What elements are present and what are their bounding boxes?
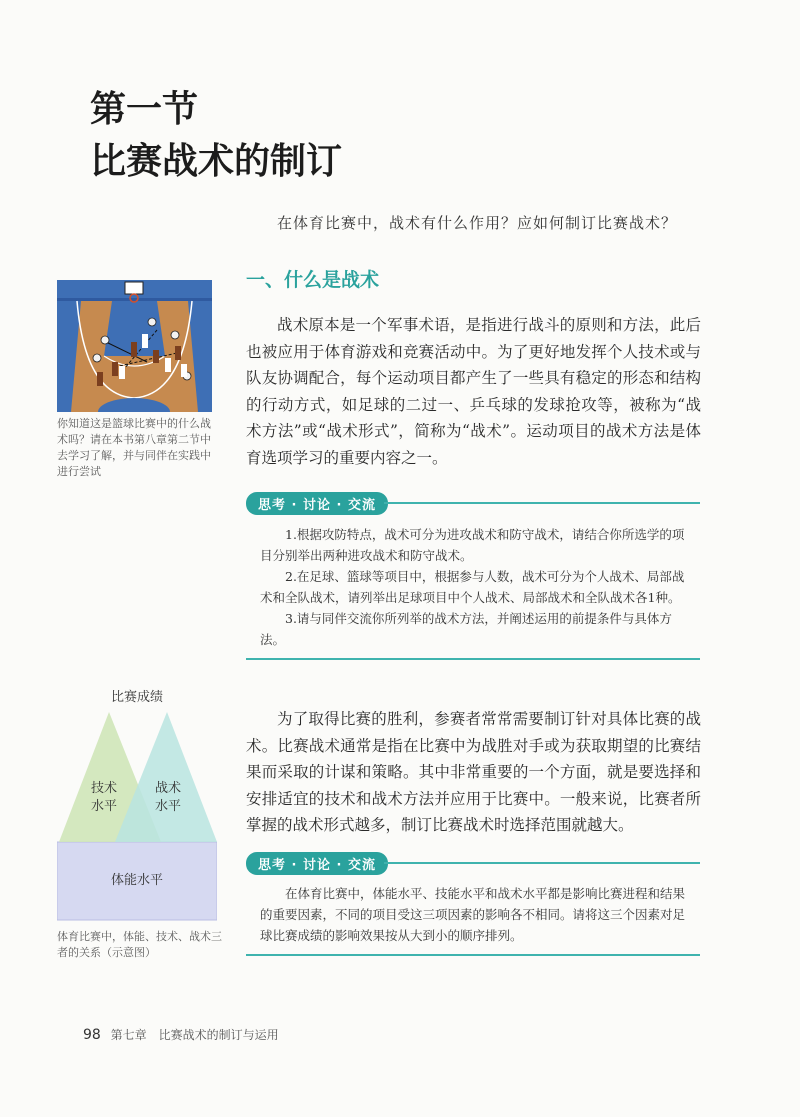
photo-caption: 你知道这是篮球比赛中的什么战术吗？请在本书第八章第二节中去学习了解，并与同伴在实践中进行尝试 — [57, 417, 211, 478]
diagram-title: 比赛成绩 — [110, 690, 163, 705]
chapter-title: 第七章 比赛战术的制订与运用 — [110, 1028, 279, 1042]
tactic-label: 战术 水平 — [154, 781, 181, 814]
technique-label: 技术 水平 — [90, 781, 117, 814]
paragraph-match-tactic: 为了取得比赛的胜利，参赛者常常需要制订针对具体比赛的战术。比赛战术通常是指在比赛中为战胜对手或为获取期望的比赛结果而采取的计谋和策略。其中非常重要的一个方面，就是要选择和安排适宜的技术和战术方法并应用于比赛中。一般来说，比赛者所掌握的战术形式越多，制订比赛战术时选择范围就越大。 — [246, 710, 701, 834]
discussion-box-1 — [246, 492, 700, 660]
discussion-item: 2.在足球、篮球等项目中，根据参与人数，战术可分为个人战术、局部战术和全队战术，请列举出足球项目中个人战术、局部战术和全队战术各1种。 — [260, 569, 685, 605]
discussion-item: 1.根据攻防特点，战术可分为进攻战术和防守战术，请结合你所选学的项目分别举出两种进攻战术和防守战术。 — [260, 527, 685, 563]
discussion-box-2 — [246, 852, 700, 956]
section-number: 第一节 — [90, 88, 199, 130]
discussion-text: 在体育比赛中，体能水平、技能水平和战术水平都是影响比赛进程和结果的重要因素，不同的项目受这三项因素的影响各不相同。请将这三个因素对足球比赛成绩的影响效果按从大到小的顺序排列。 — [260, 886, 686, 943]
discussion-list — [246, 514, 700, 658]
box-divider — [246, 658, 700, 660]
box-divider — [246, 954, 700, 956]
basketball-tactic-photo — [57, 280, 212, 412]
lead-question: 在体育比赛中，战术有什么作用？应如何制订比赛战术？ — [277, 214, 678, 232]
discussion-label: 思考 · 讨论 · 交流 — [246, 852, 388, 875]
discussion-label: 思考 · 讨论 · 交流 — [246, 492, 388, 515]
discussion-item: 3.请与同伴交流你所列举的战术方法，并阐述运用的前提条件与具体方法。 — [260, 611, 672, 647]
performance-relationship-diagram — [57, 686, 217, 922]
page-number: 98 — [83, 1027, 101, 1043]
paragraph-tactic-definition: 战术原本是一个军事术语，是指进行战斗的原则和方法，此后也被应用于体育游戏和竞赛活动中。为了更好地发挥个人技术或与队友协调配合，每个运动项目都产生了一些具有稳定的形态和结构的行动方式，如足球的二过一、乒乓球的发球抢攻等，被称为“战术方法”或“战术形式”，简称为“战术”。运动项目的战术方法是体育选项学习的重要内容之一。 — [246, 316, 701, 467]
page-footer — [83, 1026, 279, 1043]
section-heading — [90, 83, 342, 187]
section-title: 比赛战术的制订 — [90, 140, 343, 182]
fitness-label: 体能水平 — [110, 873, 163, 888]
diagram-caption: 体育比赛中，体能、技术、战术三者的关系（示意图） — [57, 930, 222, 959]
subheading-what-is-tactic: 一、什么是战术 — [246, 269, 380, 291]
